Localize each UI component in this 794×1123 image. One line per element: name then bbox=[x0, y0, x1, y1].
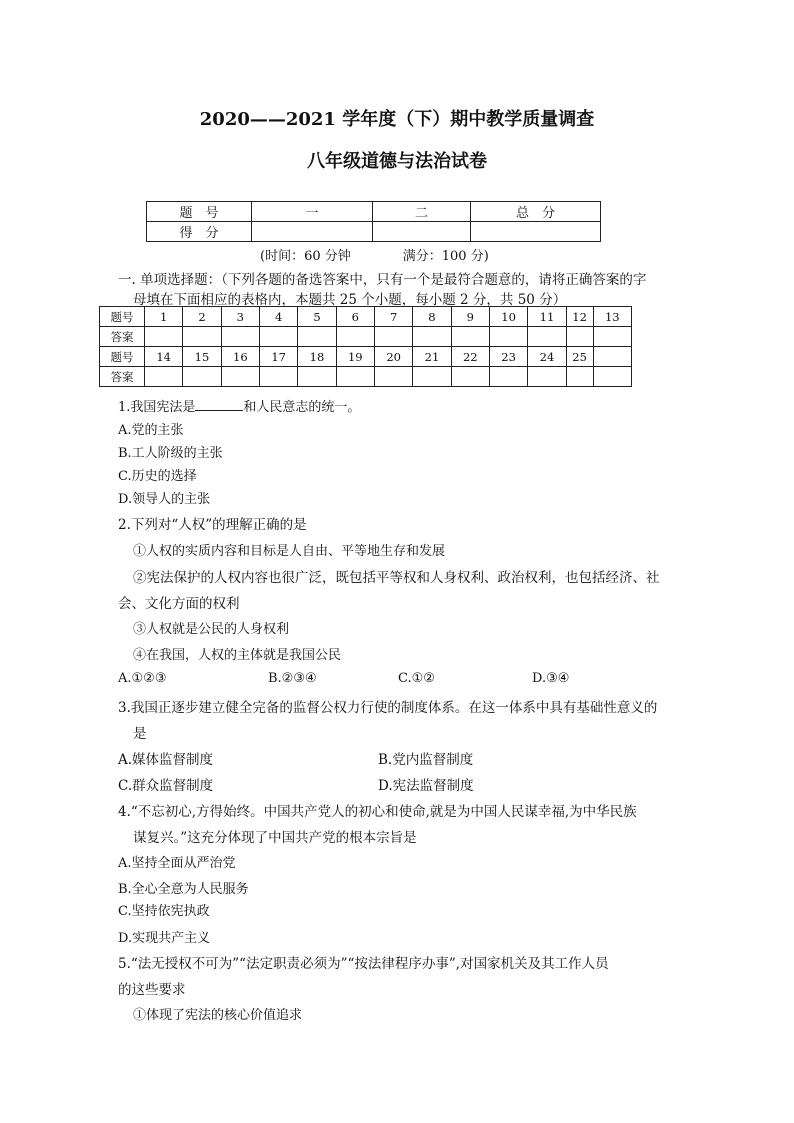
table-cell: 21 bbox=[413, 347, 451, 367]
table-cell: 2 bbox=[183, 307, 221, 327]
section-instruction: 母填在下面相应的表格内，本题共 25 个小题，每小题 2 分，共 50 分） bbox=[133, 292, 567, 308]
question-2-statement: ③人权就是公民的人身权利 bbox=[133, 622, 290, 637]
question-4-option-b: B.全心全意为人民服务 bbox=[118, 882, 249, 897]
table-cell: 题号 bbox=[100, 307, 145, 327]
table-row bbox=[100, 347, 632, 367]
table-cell: 14 bbox=[145, 347, 183, 367]
question-4-option-d: D.实现共产主义 bbox=[118, 931, 211, 946]
answer-cell[interactable] bbox=[451, 367, 489, 387]
table-cell: 25 bbox=[566, 347, 593, 367]
exam-info: (时间：60 分钟 满分：100 分) bbox=[260, 249, 489, 264]
answer-cell[interactable] bbox=[336, 367, 374, 387]
answer-cell[interactable] bbox=[489, 367, 527, 387]
table-cell bbox=[593, 347, 631, 367]
question-3-option-a: A.媒体监督制度 bbox=[118, 752, 214, 768]
page-title: 2020——2021 学年度（下）期中教学质量调查 bbox=[199, 109, 595, 130]
table-cell bbox=[471, 222, 601, 242]
section-instruction: 一. 单项选择题：（下列各题的备选答案中，只有一个是最符合题意的，请将正确答案的字 bbox=[118, 272, 647, 288]
answer-cell[interactable] bbox=[374, 367, 412, 387]
table-cell: 二 bbox=[373, 202, 471, 222]
question-4-option-a: A.坚持全面从严治党 bbox=[118, 856, 236, 871]
question-2-statement: 会、文化方面的权利 bbox=[118, 596, 240, 612]
question-1-stem-end: 和人民意志的统一。 bbox=[243, 400, 361, 415]
question-5-stem: 的这些要求 bbox=[118, 982, 186, 998]
page-subtitle: 八年级道德与法治试卷 bbox=[307, 151, 487, 172]
table-cell: 题号 bbox=[100, 347, 145, 367]
question-2-option-b: B.②③④ bbox=[268, 671, 317, 686]
table-cell bbox=[252, 222, 373, 242]
table-cell: 16 bbox=[221, 347, 259, 367]
answer-table bbox=[99, 306, 632, 387]
table-cell: 7 bbox=[374, 307, 412, 327]
answer-cell[interactable] bbox=[489, 327, 527, 347]
answer-cell[interactable] bbox=[183, 367, 221, 387]
table-cell: 15 bbox=[183, 347, 221, 367]
table-row bbox=[100, 367, 632, 387]
table-cell: 23 bbox=[489, 347, 527, 367]
answer-cell[interactable] bbox=[259, 367, 297, 387]
table-cell: 19 bbox=[336, 347, 374, 367]
table-cell: 答案 bbox=[100, 367, 145, 387]
table-cell: 题 号 bbox=[147, 202, 252, 222]
answer-cell[interactable] bbox=[528, 327, 566, 347]
table-cell: 5 bbox=[298, 307, 336, 327]
question-2-statement: ②宪法保护的人权内容也很广泛，既包括平等权和人身权利、政治权利，也包括经济、社 bbox=[133, 570, 660, 586]
question-4-stem: 谋复兴。”这充分体现了中国共产党的根本宗旨是 bbox=[133, 830, 417, 846]
answer-cell[interactable] bbox=[183, 327, 221, 347]
answer-cell[interactable] bbox=[566, 367, 593, 387]
question-2-statement: ④在我国，人权的主体就是我国公民 bbox=[133, 648, 342, 663]
question-2-stem: 2.下列对“人权”的理解正确的是 bbox=[118, 517, 307, 533]
table-cell: 答案 bbox=[100, 327, 145, 347]
answer-cell[interactable] bbox=[593, 367, 631, 387]
table-cell: 9 bbox=[451, 307, 489, 327]
answer-cell[interactable] bbox=[298, 367, 336, 387]
question-4-option-c: C.坚持依宪执政 bbox=[118, 904, 210, 919]
question-2-option-a: A.①②③ bbox=[118, 671, 167, 686]
answer-cell[interactable] bbox=[259, 327, 297, 347]
table-cell: 得 分 bbox=[147, 222, 252, 242]
table-cell: 17 bbox=[259, 347, 297, 367]
fill-blank bbox=[195, 398, 243, 411]
table-cell: 12 bbox=[566, 307, 593, 327]
answer-cell[interactable] bbox=[336, 327, 374, 347]
question-1-stem-start: 1.我国宪法是 bbox=[118, 400, 196, 415]
question-3-option-c: C.群众监督制度 bbox=[118, 778, 214, 794]
question-4-stem: 4.“不忘初心,方得始终。中国共产党人的初心和使命,就是为中国人民谋幸福,为中华民族 bbox=[118, 804, 637, 820]
table-cell: 6 bbox=[336, 307, 374, 327]
answer-cell[interactable] bbox=[413, 327, 451, 347]
table-cell: 1 bbox=[145, 307, 183, 327]
table-cell: 24 bbox=[528, 347, 566, 367]
answer-cell[interactable] bbox=[221, 367, 259, 387]
score-table bbox=[146, 201, 601, 242]
table-cell: 22 bbox=[451, 347, 489, 367]
table-row bbox=[147, 202, 601, 222]
answer-cell[interactable] bbox=[374, 327, 412, 347]
question-3-option-d: D.宪法监督制度 bbox=[378, 778, 474, 794]
table-cell: 10 bbox=[489, 307, 527, 327]
question-2-option-d: D.③④ bbox=[532, 671, 570, 686]
table-cell bbox=[373, 222, 471, 242]
answer-cell[interactable] bbox=[528, 367, 566, 387]
table-cell: 20 bbox=[374, 347, 412, 367]
table-cell: 18 bbox=[298, 347, 336, 367]
answer-cell[interactable] bbox=[593, 327, 631, 347]
question-3-stem: 3.我国正逐步建立健全完备的监督公权力行使的制度体系。在这一体系中具有基础性意义的 bbox=[118, 700, 658, 716]
question-5-stem: 5.“法无授权不可为”“法定职责必须为”“按法律程序办事”,对国家机关及其工作人员 bbox=[118, 956, 609, 972]
table-cell: 4 bbox=[259, 307, 297, 327]
question-1-option-d: D.领导人的主张 bbox=[118, 492, 211, 507]
answer-cell[interactable] bbox=[566, 327, 593, 347]
question-1-option-a: A.党的主张 bbox=[118, 423, 184, 438]
answer-cell[interactable] bbox=[451, 327, 489, 347]
table-row bbox=[147, 222, 601, 242]
table-cell: 11 bbox=[528, 307, 566, 327]
question-2-statement: ①人权的实质内容和目标是人自由、平等地生存和发展 bbox=[133, 544, 446, 559]
table-row bbox=[100, 307, 632, 327]
table-cell: 总 分 bbox=[471, 202, 601, 222]
answer-cell[interactable] bbox=[298, 327, 336, 347]
table-cell: 3 bbox=[221, 307, 259, 327]
question-2-option-c: C.①② bbox=[398, 671, 435, 686]
question-3-stem: 是 bbox=[133, 726, 147, 742]
answer-cell[interactable] bbox=[145, 327, 183, 347]
answer-cell[interactable] bbox=[413, 367, 451, 387]
table-cell: 8 bbox=[413, 307, 451, 327]
answer-cell[interactable] bbox=[221, 327, 259, 347]
question-3-option-b: B.党内监督制度 bbox=[378, 752, 474, 768]
question-1-option-c: C.历史的选择 bbox=[118, 469, 197, 484]
question-1-stem bbox=[118, 396, 360, 415]
question-5-statement: ①体现了宪法的核心价值追求 bbox=[133, 1008, 303, 1023]
table-cell: 13 bbox=[593, 307, 631, 327]
answer-cell[interactable] bbox=[145, 367, 183, 387]
table-cell: 一 bbox=[252, 202, 373, 222]
question-1-option-b: B.工人阶级的主张 bbox=[118, 446, 223, 461]
table-row bbox=[100, 327, 632, 347]
